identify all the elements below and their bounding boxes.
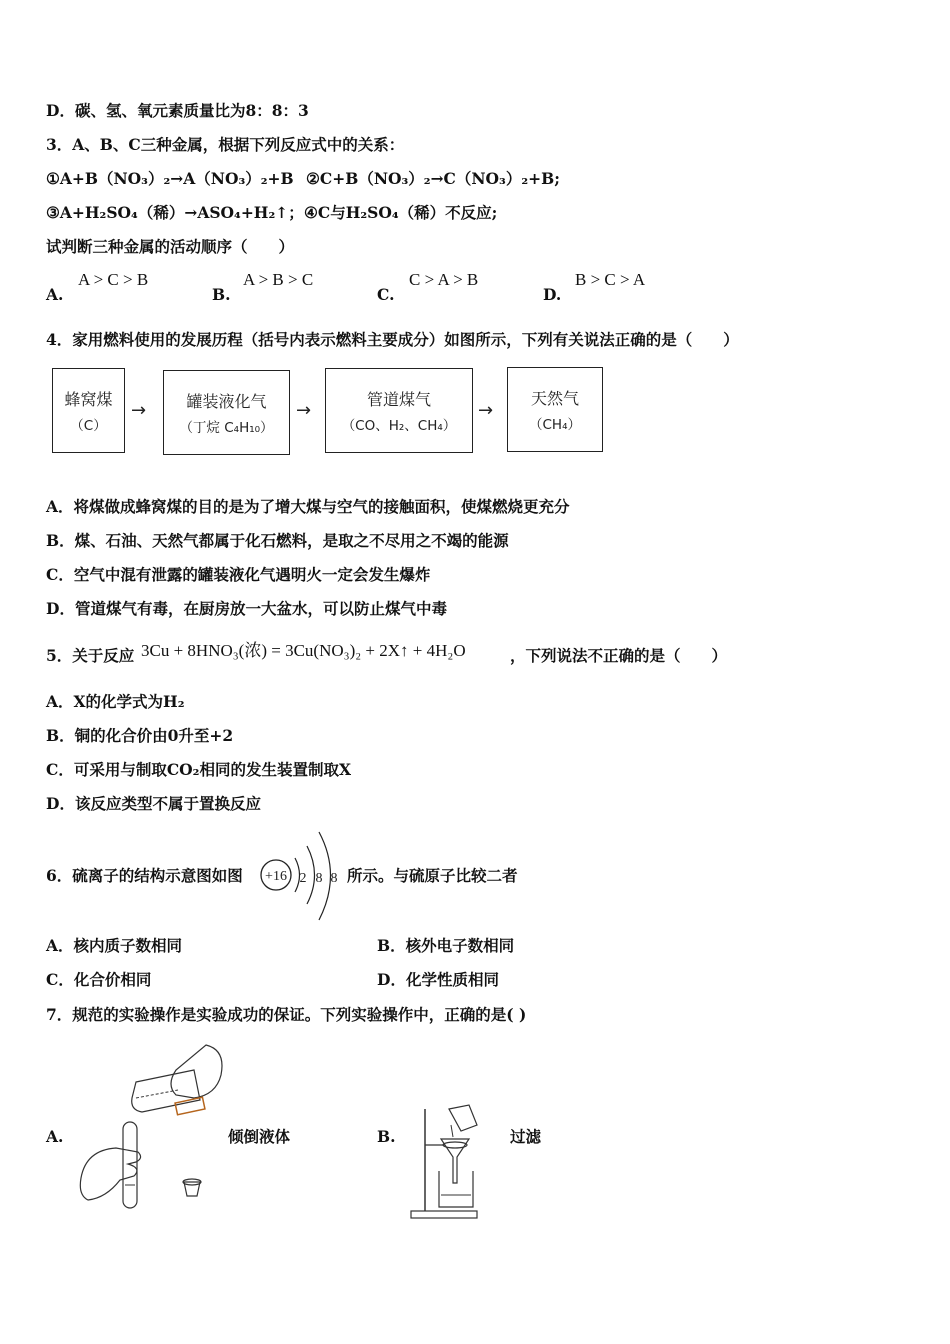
pouring-liquid-illustration <box>76 1040 226 1215</box>
q4-option-a[interactable]: A．将煤做成蜂窝煤的目的是为了增大煤与空气的接触面积，使煤燃烧更充分 <box>46 497 570 516</box>
q5-option-a[interactable]: A．X的化学式为H₂ <box>46 692 185 711</box>
q7-option-b-label: 过滤 <box>510 1127 542 1146</box>
q4-option-b[interactable]: B．煤、石油、天然气都属于化石燃料，是取之不尽用之不竭的能源 <box>46 531 509 550</box>
q5-equation: 3Cu + 8HNO₃(浓) = 3Cu(NO₃)₂ + 2X↑ + 4H₂O <box>141 641 466 660</box>
q4-option-c[interactable]: C．空气中混有泄露的罐装液化气遇明火一定会发生爆炸 <box>46 565 431 584</box>
filtration-illustration <box>405 1103 495 1221</box>
option-letter: A. <box>46 285 64 304</box>
option-letter: D. <box>543 285 562 304</box>
q6-option-c[interactable]: C．化合价相同 <box>46 970 152 989</box>
option-value: A > B > C <box>243 270 314 289</box>
flow-box-natural-gas <box>507 367 603 452</box>
q6-option-d[interactable]: D．化学性质相同 <box>377 970 499 989</box>
q3-question: 试判断三种金属的活动顺序（ ） <box>46 237 295 256</box>
q5-option-b[interactable]: B．铜的化合价由0升至+2 <box>46 726 234 745</box>
q5-option-c[interactable]: C．可采用与制取CO₂相同的发生装置制取X <box>46 760 351 779</box>
shell-electrons-1: 2 <box>299 871 307 886</box>
option-letter: C. <box>377 285 395 304</box>
q3-reaction-2: ②C+B（NO₃）₂→C（NO₃）₂+B; <box>306 169 560 188</box>
q7-stem: 7．规范的实验操作是实验成功的保证。下列实验操作中，正确的是( ) <box>46 1005 527 1024</box>
q6-option-a[interactable]: A．核内质子数相同 <box>46 936 183 955</box>
q3-reaction-4: ④C与H₂SO₄（稀）不反应; <box>304 203 498 222</box>
flow-box-formula: （CH₄） <box>529 417 581 433</box>
q5-stem-post: ，下列说法不正确的是（ ） <box>510 646 728 665</box>
flow-box-name: 管道煤气 <box>366 390 431 409</box>
flow-box-name: 蜂窝煤 <box>64 390 113 409</box>
shell-arc-2 <box>307 846 315 904</box>
q3-reaction-3: ③A+H₂SO₄（稀）→ASO₄+H₂↑； <box>46 203 304 222</box>
arrow-right-icon: → <box>296 400 312 421</box>
flow-box-pipeline-gas <box>325 368 473 453</box>
q7-option-a-label: 倾倒液体 <box>228 1127 291 1146</box>
flow-box-formula: （CO、H₂、CH₄） <box>341 418 457 434</box>
flow-box-lpg <box>163 370 290 455</box>
sulfur-ion-structure-diagram <box>256 828 346 923</box>
flow-box-formula: （C） <box>70 418 107 434</box>
q7-option-a-letter[interactable]: A. <box>46 1127 64 1146</box>
shell-electrons-3: 8 <box>330 871 338 886</box>
q4-option-d[interactable]: D．管道煤气有毒，在厨房放一大盆水，可以防止煤气中毒 <box>46 599 447 618</box>
q4-stem: 4．家用燃料使用的发展历程（括号内表示燃料主要成分）如图所示，下列有关说法正确的是（ ） <box>46 330 739 349</box>
flow-box-name: 罐装液化气 <box>186 392 267 411</box>
q7-option-b-letter[interactable]: B. <box>377 1127 396 1146</box>
flow-box-honeycomb-coal <box>52 368 125 453</box>
q5-option-d[interactable]: D．该反应类型不属于置换反应 <box>46 794 261 813</box>
q6-stem-pre: 6．硫离子的结构示意图如图 <box>46 866 243 885</box>
q6-stem-post: 所示。与硫原子比较二者 <box>347 866 518 885</box>
q3-stem: 3．A、B、C三种金属，根据下列反应式中的关系： <box>46 135 405 154</box>
q2-option-d: D．碳、氢、氧元素质量比为8：8：3 <box>46 101 309 120</box>
flow-box-name: 天然气 <box>530 389 579 408</box>
shell-electrons-2: 8 <box>315 871 323 886</box>
option-value: B > C > A <box>575 270 646 289</box>
option-value: C > A > B <box>409 270 479 289</box>
nucleus-charge: +16 <box>265 869 287 884</box>
arrow-right-icon: → <box>478 400 494 421</box>
q3-reaction-1: ①A+B（NO₃）₂→A（NO₃）₂+B <box>46 169 294 188</box>
flow-box-formula: （丁烷 C₄H₁₀） <box>179 420 274 436</box>
q6-option-b[interactable]: B．核外电子数相同 <box>377 936 515 955</box>
q5-stem-pre: 5．关于反应 <box>46 646 135 665</box>
option-letter: B. <box>212 285 231 304</box>
option-value: A > C > B <box>78 270 149 289</box>
arrow-right-icon: → <box>131 400 147 421</box>
